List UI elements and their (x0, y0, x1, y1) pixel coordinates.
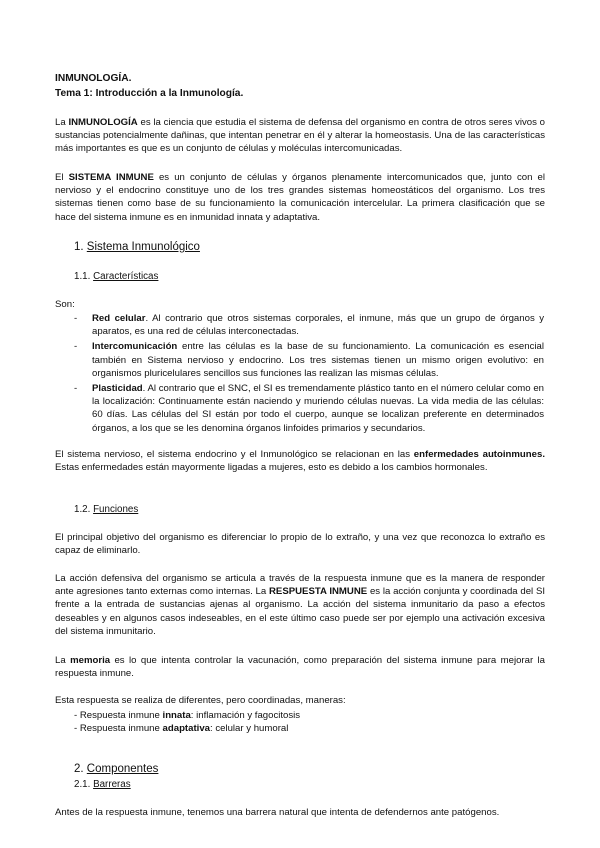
text: es lo que intenta controlar la vacunación, como preparación del sistema inmune para mejorar la respuesta inmune. (55, 655, 545, 680)
bold-term: INMUNOLOGÍA (68, 117, 138, 128)
subsection-title: Barreras (93, 779, 131, 790)
bold-term: Plasticidad (92, 383, 143, 395)
list-item (74, 382, 544, 435)
bold-term: enfermedades autoinmunes. (413, 449, 545, 460)
subsection-title: Características (93, 271, 159, 282)
response-intro: Esta respuesta se realiza de diferentes, pero coordinadas, maneras: (55, 695, 346, 706)
list-item (74, 340, 544, 380)
text: - Respuesta inmune (74, 723, 163, 735)
bold-term: adaptativa (162, 723, 210, 735)
functions-paragraph-2 (55, 572, 545, 638)
subsection-1-2-heading (74, 503, 374, 516)
text: . Al contrario que otros sistemas corporales, el inmune, más que un grupo de órganos y aparatos, es una red de células interconectadas. (92, 313, 544, 338)
text: La (55, 117, 69, 128)
text: es la ciencia que estudia el sistema de defensa del organismo en contra de otros seres vivos o sustancias potencialmente dañinas, que intentan penetrar en él y alterar la homeostasis. Una de las características más importantes es que es un conjunto de células y moléculas intercomunicadas. (55, 117, 545, 155)
list-item (74, 722, 544, 735)
subsection-1-1-heading (74, 270, 374, 283)
list-item (74, 709, 544, 722)
text: - Respuesta inmune (74, 710, 163, 721)
response-list (74, 709, 544, 735)
bold-term: memoria (70, 655, 111, 666)
subsection-number: 1.2. (74, 504, 91, 515)
section-2-heading (74, 763, 374, 776)
bold-term: RESPUESTA INMUNE (269, 586, 368, 598)
section-title: Sistema Inmunológico (86, 241, 200, 253)
bold-term: innata (162, 710, 191, 721)
intro-paragraph-2 (55, 171, 545, 224)
text: La (55, 655, 71, 666)
text: La acción defensiva del organismo se articula a través de la respuesta inmune que es la manera de responder ante agresiones tanto externas como internas. La (55, 573, 545, 598)
bold-term: SISTEMA INMUNE (68, 172, 154, 183)
text: El sistema nervioso, el sistema endocrino y el Inmunológico se relacionan en las (55, 449, 414, 460)
bullet-dash: - (74, 341, 78, 353)
bullet-dash: - (74, 313, 78, 324)
subsection-number: 1.1. (74, 271, 91, 282)
bold-term: Intercomunicación (92, 341, 178, 353)
text: : inflamación y fagocitosis (190, 710, 301, 721)
text: es un conjunto de células y órganos plenamente intercomunicados que, junto con el nervioso y el endocrino constituye uno de los tres grandes sistemas homeostáticos del organismo. Los tres sistemas tienen como base de su funcionamiento la comunicación intercelular. La primera clasificación que se hace del sistema inmune es en inmunidad innata y adaptativa. (55, 172, 546, 223)
intro-paragraph-1 (55, 116, 545, 156)
barriers-paragraph: Antes de la respuesta inmune, tenemos una barrera natural que intenta de defendernos ante patógenos. (55, 807, 500, 818)
text: es la acción conjunta y coordinada del SI frente a la entrada de sustancias ajenas al organismo. La acción del sistema inmunitario da paso a efectos deseables y en algunos casos indeseables, en el este último caso puede ser por ejemplo una activación excesiva del sistema inmunitario. (55, 586, 546, 637)
subsection-number: 2.1. (74, 779, 91, 790)
doc-subtitle: Tema 1: Introducción a la Inmunología. (55, 87, 244, 99)
text: entre las células es la base de su funcionamiento. La comunicación es esencial también en Sistema nervioso y endocrino. Los tres sistemas tienen un mismo origen evolutivo: en organismos pluricelulares sencillos sus funciones las realizan las mismas células. (92, 341, 544, 379)
section-1-heading (74, 241, 374, 254)
list-item (74, 312, 544, 338)
section-number: 2. (74, 763, 84, 775)
son-label: Son: (55, 299, 75, 310)
memory-paragraph (55, 654, 545, 680)
section-number: 1. (74, 241, 84, 253)
functions-paragraph-1: El principal objetivo del organismo es diferenciar lo propio de lo extraño, y una vez que reconozca lo extraño es capaz de eliminarlo. (55, 532, 545, 557)
doc-header (55, 72, 535, 101)
text: . Al contrario que el SNC, el SI es tremendamente plástico tanto en el número celular como en la localización: Continuamente están naciendo y muriendo células nuevas. La vida media de las células: 60 días. Las células del SI están por todo el cuerpo, aunque se localizan preferente en determinados órganos, a los que se les denomina órganos linfoides primarios y secundarios. (92, 383, 544, 434)
bullet-dash: - (74, 383, 78, 395)
subsection-2-1-heading (74, 778, 374, 791)
characteristics-list (74, 312, 544, 435)
text: El (55, 172, 69, 183)
text: : celular y humoral (210, 723, 289, 735)
subsection-title: Funciones (93, 504, 139, 515)
autoimmune-paragraph (55, 448, 545, 474)
section-title: Componentes (86, 763, 159, 775)
text: Estas enfermedades están mayormente ligadas a mujeres, esto es debido a los cambios hormonales. (55, 462, 488, 474)
bold-term: Red celular (92, 313, 146, 324)
doc-title: INMUNOLOGÍA. (55, 73, 132, 84)
